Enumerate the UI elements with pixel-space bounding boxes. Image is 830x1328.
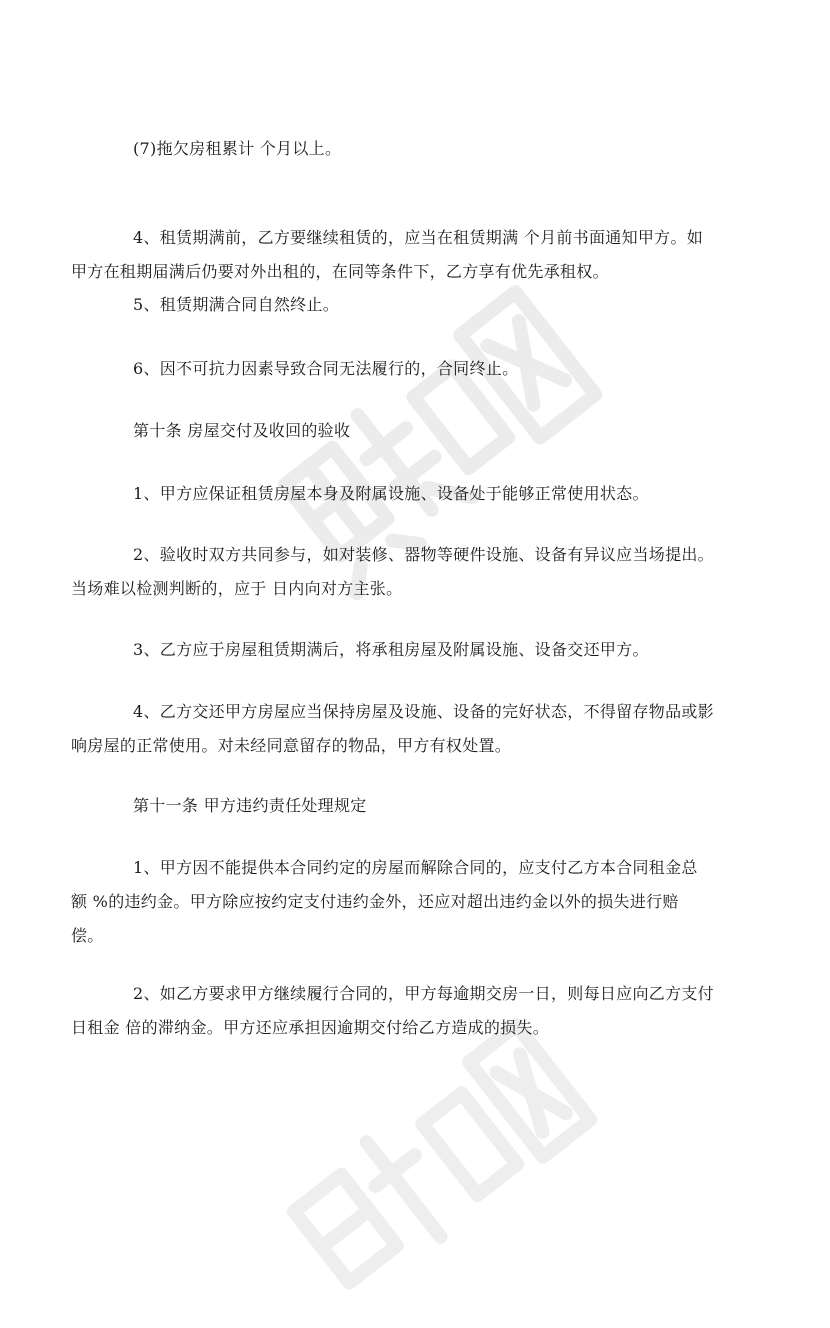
text-line: 日租金 倍的滞纳金。甲方还应承担因逾期交付给乙方造成的损失。	[71, 1018, 550, 1037]
paragraph-handover-3	[102, 633, 732, 667]
paragraph-force-majeure-clause	[102, 352, 732, 386]
section-heading-article-11	[102, 789, 732, 823]
text-line: 4、租赁期满前，乙方要继续租赁的，应当在租赁期满 个月前书面通知甲方。如	[133, 228, 704, 247]
text-line: 5、租赁期满合同自然终止。	[133, 295, 340, 314]
paragraph-expiry-clause	[102, 288, 732, 322]
text-line: 2、验收时双方共同参与，如对装修、器物等硬件设施、设备有异议应当场提出。	[133, 545, 714, 564]
text-line: (7)拖欠房租累计 个月以上。	[133, 139, 342, 158]
text-line: 偿。	[71, 926, 104, 945]
text-line: 响房屋的正常使用。对未经同意留存的物品，甲方有权处置。	[71, 736, 512, 755]
text-line: 6、因不可抗力因素导致合同无法履行的，合同终止。	[133, 359, 519, 378]
section-heading: 第十条 房屋交付及收回的验收	[133, 421, 351, 440]
text-line: 1、甲方因不能提供本合同约定的房屋而解除合同的，应支付乙方本合同租金总	[133, 858, 698, 877]
paragraph-breach-2	[71, 977, 732, 1045]
paragraph-handover-4	[71, 695, 732, 763]
paragraph-handover-2	[71, 538, 732, 606]
text-line: 1、甲方应保证租赁房屋本身及附属设施、设备处于能够正常使用状态。	[133, 484, 649, 503]
text-line: 当场难以检测判断的，应于 日内向对方主张。	[71, 579, 403, 598]
section-heading: 第十一条 甲方违约责任处理规定	[133, 796, 367, 815]
text-line: 4、乙方交还甲方房屋应当保持房屋及设施、设备的完好状态，不得留存物品或影	[133, 702, 714, 721]
text-line: 甲方在租期届满后仍要对外出租的，在同等条件下，乙方享有优先承租权。	[71, 262, 609, 281]
text-line: 额 %的违约金。甲方除应按约定支付违约金外，还应对超出违约金以外的损失进行赔	[71, 892, 679, 911]
text-line: 3、乙方应于房屋租赁期满后，将承租房屋及附属设施、设备交还甲方。	[133, 640, 649, 659]
paragraph-breach-1	[71, 851, 732, 953]
section-heading-article-10	[102, 414, 732, 448]
paragraph-arrears-clause	[102, 132, 732, 166]
paragraph-handover-1	[102, 477, 732, 511]
paragraph-renewal-clause	[71, 221, 732, 289]
text-line: 2、如乙方要求甲方继续履行合同的，甲方每逾期交房一日，则每日应向乙方支付	[133, 984, 714, 1003]
